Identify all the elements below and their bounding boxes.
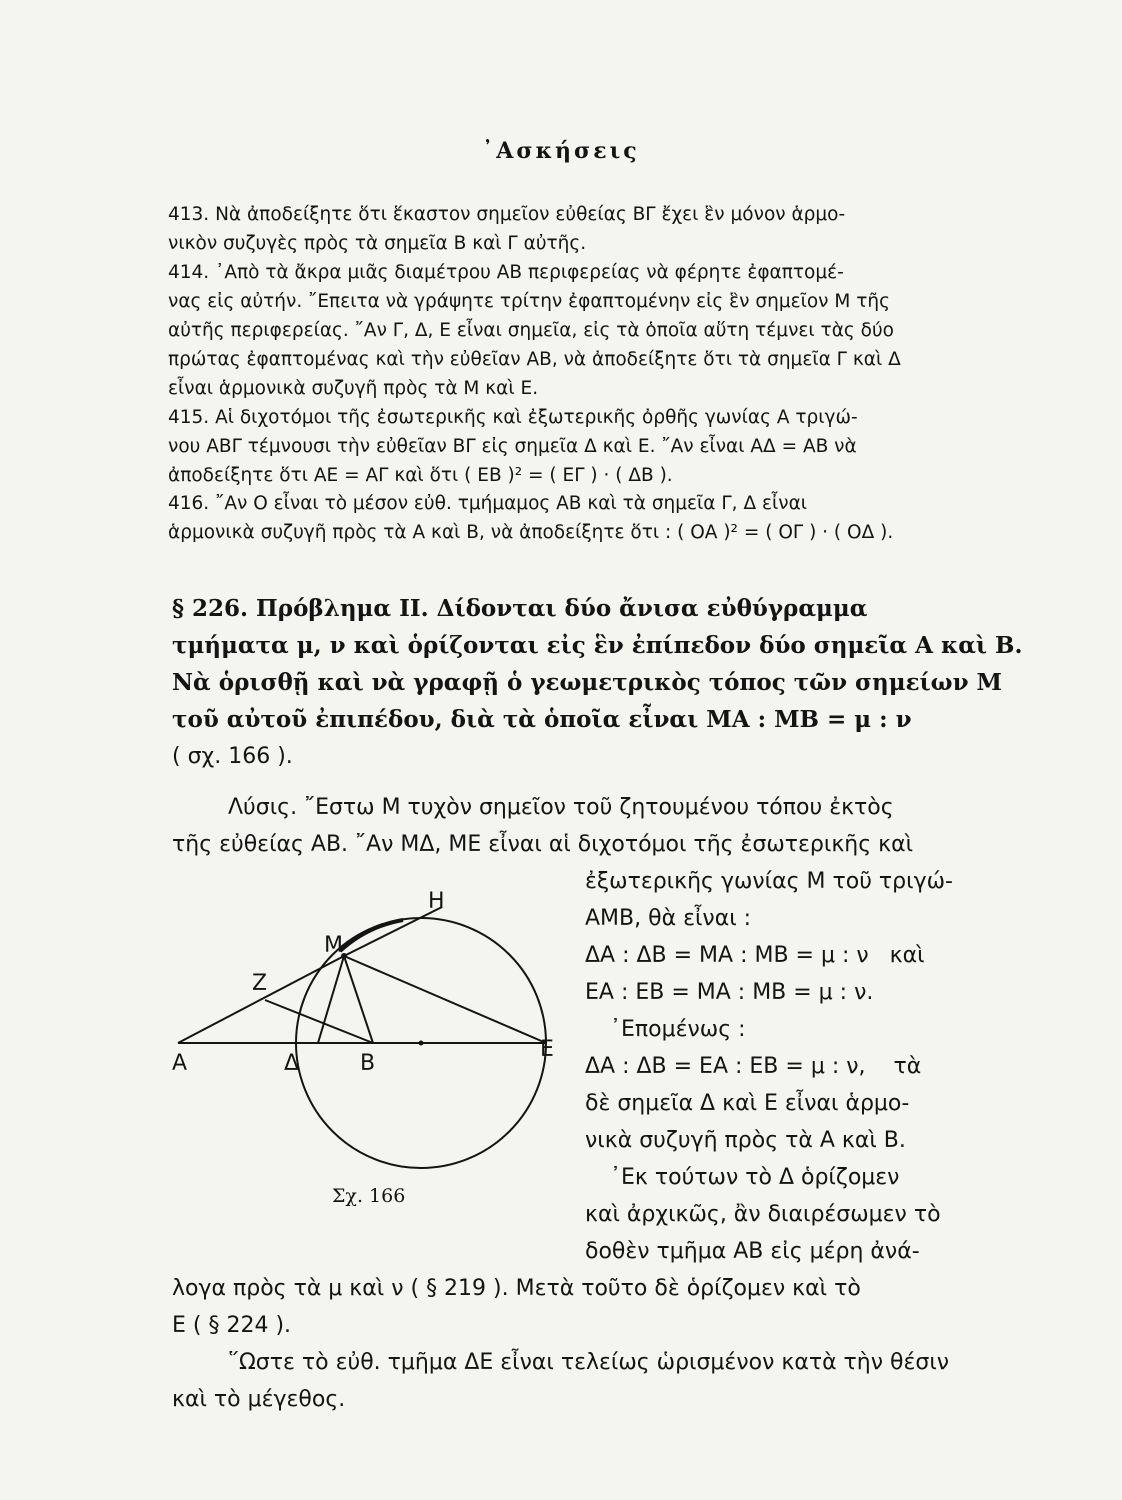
line-mb bbox=[344, 956, 373, 1043]
solution-line: καὶ ἀρχικῶς, ἂν διαιρέσωμεν τὸ bbox=[585, 1202, 941, 1227]
geometry-figure bbox=[170, 880, 570, 1210]
label-e: Ε bbox=[540, 1037, 554, 1062]
figure-caption: Σχ. 166 bbox=[332, 1185, 406, 1207]
text-line: νας εἰς αὐτήν. ῎Επειτα νὰ γράψητε τρίτην ἐφαπτομένην εἰς ἓν σημεῖον Μ τῆς bbox=[168, 291, 890, 312]
solution-line: ᾿Εκ τούτων τὸ Δ ὁρίζομεν bbox=[610, 1165, 900, 1190]
solution-line: καὶ τὸ μέγεθος. bbox=[172, 1387, 346, 1412]
exercise-415 bbox=[168, 403, 1026, 490]
text-line: ἀποδείξητε ὅτι ΑΕ = ΑΓ καὶ ὅτι ( ΕΒ )² = ( ΕΓ ) · ( ΔΒ ). bbox=[168, 465, 673, 486]
solution-line: δοθὲν τμῆμα ΑΒ εἰς μέρη ἀνά- bbox=[585, 1239, 920, 1264]
line-mh bbox=[344, 907, 442, 956]
line-me bbox=[344, 956, 546, 1043]
label-h: Η bbox=[428, 889, 445, 914]
text-line: ( σχ. 166 ). bbox=[172, 744, 293, 769]
section-heading: ᾿Ασκήσεις bbox=[482, 138, 640, 164]
label-b: Β bbox=[360, 1051, 376, 1076]
text-line: 416. ῎Αν Ο εἶναι τὸ μέσον εὐθ. τμήμαμος ΑΒ καὶ τὰ σημεῖα Γ, Δ εἶναι bbox=[168, 493, 808, 514]
thick-arc bbox=[340, 920, 403, 951]
point-center bbox=[419, 1041, 424, 1046]
solution-line: Λύσις. ῎Εστω Μ τυχὸν σημεῖον τοῦ ζητουμένου τόπου ἐκτὸς bbox=[228, 795, 894, 820]
text-line: πρώτας ἐφαπτομένας καὶ τὴν εὐθεῖαν ΑΒ, νὰ ἀποδείξητε ὅτι τὰ σημεῖα Γ καὶ Δ bbox=[168, 349, 901, 370]
solution-line: ΑΜΒ, θὰ εἶναι : bbox=[585, 906, 752, 931]
solution-line: νικὰ συζυγῆ πρὸς τὰ Α καὶ Β. bbox=[585, 1128, 906, 1153]
label-m: Μ bbox=[324, 933, 343, 958]
text-line: 415. Αἱ διχοτόμοι τῆς ἐσωτερικῆς καὶ ἐξωτερικῆς ὀρθῆς γωνίας Α τριγώ- bbox=[168, 407, 858, 428]
solution-line: Ε ( § 224 ). bbox=[172, 1313, 292, 1338]
text-line: 414. ᾿Απὸ τὰ ἄκρα μιᾶς διαμέτρου ΑΒ περιφερείας νὰ φέρητε ἐφαπτομέ- bbox=[168, 262, 844, 283]
solution-line: ΕΑ : ΕΒ = ΜΑ : ΜΒ = μ : ν. bbox=[585, 980, 874, 1005]
text-line: νικὸν συζυγὲς πρὸς τὰ σημεῖα Β καὶ Γ αὐτῆς. bbox=[168, 233, 587, 254]
text-line: αὐτῆς περιφερείας. ῎Αν Γ, Δ, Ε εἶναι σημεῖα, εἰς τὰ ὁποῖα αὕτη τέμνει τὰς δύο bbox=[168, 320, 894, 341]
text-line: ἁρμονικὰ συζυγῆ πρὸς τὰ Α καὶ Β, νὰ ἀποδείξητε ὅτι : ( ΟΑ )² = ( ΟΓ ) · ( ΟΔ ). bbox=[168, 522, 894, 543]
text-line: § 226. Πρόβλημα ΙΙ. Δίδονται δύο ἄνισα εὐθύγραμμα bbox=[172, 595, 868, 622]
text-line: Νὰ ὁρισθῇ καὶ νὰ γραφῇ ὁ γεωμετρικὸς τόπος τῶν σημείων Μ bbox=[172, 669, 1002, 696]
solution-line: ᾿Επομένως : bbox=[610, 1017, 746, 1042]
exercise-416 bbox=[168, 489, 1026, 547]
problem-statement bbox=[172, 590, 1032, 775]
solution-line: ΔΑ : ΔΒ = ΕΑ : ΕΒ = μ : ν, τὰ bbox=[585, 1054, 922, 1079]
line-am bbox=[178, 956, 344, 1043]
text-line: τμήματα μ, ν καὶ ὁρίζονται εἰς ἓν ἐπίπεδον δύο σημεῖα Α καὶ Β. bbox=[172, 632, 1023, 659]
solution-line: δὲ σημεῖα Δ καὶ Ε εἶναι ἁρμο- bbox=[585, 1091, 910, 1116]
solution-line: ἐξωτερικῆς γωνίας Μ τοῦ τριγώ- bbox=[585, 869, 953, 894]
label-z: Ζ bbox=[252, 971, 268, 996]
text-line: τοῦ αὐτοῦ ἐπιπέδου, διὰ τὰ ὁποῖα εἶναι ΜΑ : ΜΒ = μ : ν bbox=[172, 706, 912, 733]
solution-line: λογα πρὸς τὰ μ καὶ ν ( § 219 ). Μετὰ τοῦτο δὲ ὁρίζομεν καὶ τὸ bbox=[172, 1276, 861, 1301]
solution-line: τῆς εὐθείας ΑΒ. ῎Αν ΜΔ, ΜΕ εἶναι αἱ διχοτόμοι τῆς ἐσωτερικῆς καὶ bbox=[172, 832, 914, 857]
text-line: νου ΑΒΓ τέμνουσι τὴν εὐθεῖαν ΒΓ εἰς σημεῖα Δ καὶ Ε. ῎Αν εἶναι ΑΔ = ΑΒ νὰ bbox=[168, 436, 857, 457]
text-line: 413. Νὰ ἀποδείξητε ὅτι ἕκαστον σημεῖον εὐθείας ΒΓ ἔχει ἓν μόνον ἁρμο- bbox=[168, 204, 846, 225]
exercise-413 bbox=[168, 200, 1026, 258]
solution-line: ῞Ωστε τὸ εὐθ. τμῆμα ΔΕ εἶναι τελείως ὡρισμένον κατὰ τὴν θέσιν bbox=[228, 1350, 950, 1375]
label-d: Δ bbox=[284, 1051, 300, 1076]
exercise-414 bbox=[168, 258, 1026, 403]
label-a: Α bbox=[172, 1051, 188, 1076]
text-line: εἶναι ἁρμονικὰ συζυγῆ πρὸς τὰ Μ καὶ Ε. bbox=[168, 378, 539, 399]
solution-line: ΔΑ : ΔΒ = ΜΑ : ΜΒ = μ : ν καὶ bbox=[585, 943, 925, 968]
